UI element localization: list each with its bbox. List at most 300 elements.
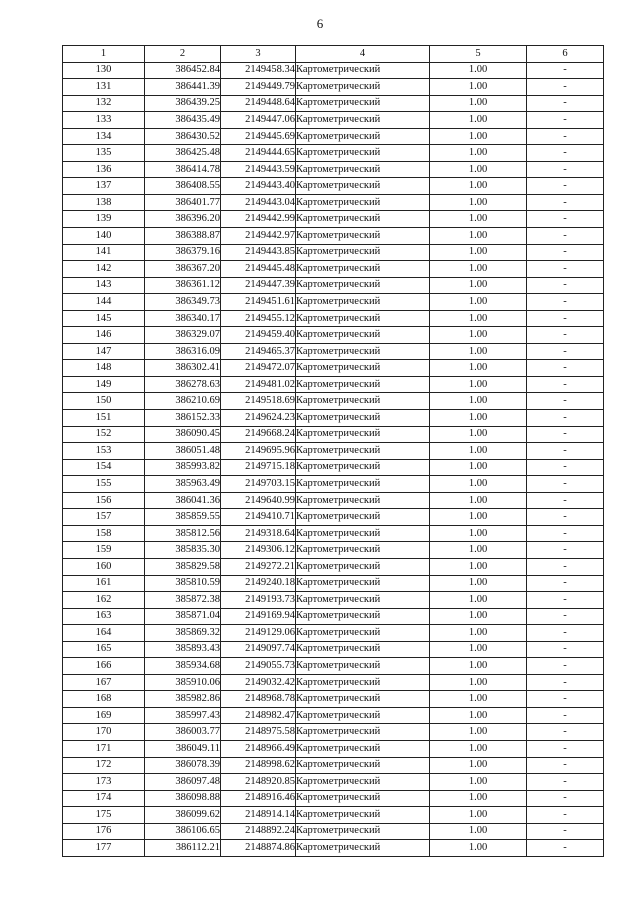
cell-x: 386349.73 xyxy=(145,294,221,311)
cell-point-number: 139 xyxy=(63,211,145,228)
cell-x: 385893.43 xyxy=(145,641,221,658)
cell-x: 386441.39 xyxy=(145,79,221,96)
table-row xyxy=(63,840,604,857)
cell-x: 386106.65 xyxy=(145,823,221,840)
cell-method: Картометрический xyxy=(296,476,430,493)
cell-y: 2149459.40 xyxy=(221,327,296,344)
cell-point-number: 146 xyxy=(63,327,145,344)
cell-method: Картометрический xyxy=(296,558,430,575)
cell-x: 385910.06 xyxy=(145,674,221,691)
cell-note: - xyxy=(527,244,604,261)
cell-note: - xyxy=(527,840,604,857)
cell-accuracy: 1.00 xyxy=(430,525,527,542)
cell-method: Картометрический xyxy=(296,840,430,857)
cell-y: 2149624.23 xyxy=(221,410,296,427)
table-row xyxy=(63,194,604,211)
cell-y: 2148975.58 xyxy=(221,724,296,741)
table-row xyxy=(63,625,604,642)
cell-method: Картометрический xyxy=(296,492,430,509)
cell-note: - xyxy=(527,161,604,178)
cell-point-number: 172 xyxy=(63,757,145,774)
cell-y: 2148966.49 xyxy=(221,740,296,757)
cell-point-number: 166 xyxy=(63,658,145,675)
cell-x: 386340.17 xyxy=(145,310,221,327)
cell-point-number: 144 xyxy=(63,294,145,311)
cell-point-number: 140 xyxy=(63,228,145,245)
cell-accuracy: 1.00 xyxy=(430,376,527,393)
table-row xyxy=(63,492,604,509)
table-row xyxy=(63,228,604,245)
cell-y: 2148916.46 xyxy=(221,790,296,807)
table-row xyxy=(63,79,604,96)
cell-method: Картометрический xyxy=(296,128,430,145)
cell-y: 2149448.64 xyxy=(221,95,296,112)
cell-point-number: 151 xyxy=(63,410,145,427)
cell-accuracy: 1.00 xyxy=(430,740,527,757)
table-row xyxy=(63,443,604,460)
table-row xyxy=(63,525,604,542)
cell-note: - xyxy=(527,376,604,393)
cell-point-number: 174 xyxy=(63,790,145,807)
table-row xyxy=(63,608,604,625)
header-row xyxy=(63,46,604,63)
table-row xyxy=(63,691,604,708)
table-row xyxy=(63,707,604,724)
cell-x: 386430.52 xyxy=(145,128,221,145)
cell-accuracy: 1.00 xyxy=(430,459,527,476)
cell-accuracy: 1.00 xyxy=(430,95,527,112)
cell-note: - xyxy=(527,558,604,575)
cell-y: 2149032.42 xyxy=(221,674,296,691)
cell-y: 2148998.62 xyxy=(221,757,296,774)
cell-note: - xyxy=(527,542,604,559)
cell-y: 2149306.12 xyxy=(221,542,296,559)
cell-y: 2149443.04 xyxy=(221,194,296,211)
cell-x: 386152.33 xyxy=(145,410,221,427)
cell-accuracy: 1.00 xyxy=(430,658,527,675)
cell-point-number: 169 xyxy=(63,707,145,724)
cell-method: Картометрический xyxy=(296,608,430,625)
cell-x: 385871.04 xyxy=(145,608,221,625)
cell-note: - xyxy=(527,641,604,658)
cell-y: 2149458.34 xyxy=(221,62,296,79)
cell-y: 2149444.65 xyxy=(221,145,296,162)
cell-method: Картометрический xyxy=(296,641,430,658)
cell-method: Картометрический xyxy=(296,774,430,791)
table-row xyxy=(63,459,604,476)
cell-point-number: 167 xyxy=(63,674,145,691)
cell-point-number: 177 xyxy=(63,840,145,857)
cell-y: 2149518.69 xyxy=(221,393,296,410)
table-row xyxy=(63,277,604,294)
cell-x: 385934.68 xyxy=(145,658,221,675)
table-row xyxy=(63,393,604,410)
cell-point-number: 136 xyxy=(63,161,145,178)
cell-accuracy: 1.00 xyxy=(430,161,527,178)
table-row xyxy=(63,658,604,675)
cell-method: Картометрический xyxy=(296,443,430,460)
cell-note: - xyxy=(527,112,604,129)
cell-note: - xyxy=(527,774,604,791)
header-cell-accuracy: 5 xyxy=(430,46,527,63)
table-row xyxy=(63,112,604,129)
cell-accuracy: 1.00 xyxy=(430,840,527,857)
cell-note: - xyxy=(527,807,604,824)
table-row xyxy=(63,244,604,261)
cell-x: 386003.77 xyxy=(145,724,221,741)
page-number: 6 xyxy=(316,16,324,31)
cell-accuracy: 1.00 xyxy=(430,112,527,129)
table-row xyxy=(63,261,604,278)
cell-y: 2149455.12 xyxy=(221,310,296,327)
table-row xyxy=(63,178,604,195)
cell-note: - xyxy=(527,724,604,741)
cell-accuracy: 1.00 xyxy=(430,592,527,609)
cell-point-number: 137 xyxy=(63,178,145,195)
cell-point-number: 153 xyxy=(63,443,145,460)
header-cell-y: 3 xyxy=(221,46,296,63)
cell-point-number: 175 xyxy=(63,807,145,824)
cell-point-number: 148 xyxy=(63,360,145,377)
cell-x: 386078.39 xyxy=(145,757,221,774)
cell-point-number: 147 xyxy=(63,343,145,360)
cell-accuracy: 1.00 xyxy=(430,443,527,460)
cell-method: Картометрический xyxy=(296,145,430,162)
cell-note: - xyxy=(527,790,604,807)
table-row xyxy=(63,774,604,791)
cell-x: 385835.30 xyxy=(145,542,221,559)
cell-x: 386278.63 xyxy=(145,376,221,393)
cell-x: 385963.49 xyxy=(145,476,221,493)
cell-y: 2149447.06 xyxy=(221,112,296,129)
cell-method: Картометрический xyxy=(296,625,430,642)
cell-method: Картометрический xyxy=(296,343,430,360)
table-row xyxy=(63,509,604,526)
cell-note: - xyxy=(527,228,604,245)
cell-note: - xyxy=(527,674,604,691)
table-row xyxy=(63,145,604,162)
table-row xyxy=(63,360,604,377)
cell-x: 386401.77 xyxy=(145,194,221,211)
cell-x: 385829.58 xyxy=(145,558,221,575)
cell-method: Картометрический xyxy=(296,658,430,675)
table-row xyxy=(63,740,604,757)
cell-y: 2148968.78 xyxy=(221,691,296,708)
header-cell-note: 6 xyxy=(527,46,604,63)
cell-note: - xyxy=(527,625,604,642)
cell-note: - xyxy=(527,277,604,294)
cell-point-number: 134 xyxy=(63,128,145,145)
cell-y: 2149445.69 xyxy=(221,128,296,145)
cell-point-number: 143 xyxy=(63,277,145,294)
cell-note: - xyxy=(527,145,604,162)
cell-note: - xyxy=(527,360,604,377)
cell-accuracy: 1.00 xyxy=(430,244,527,261)
cell-accuracy: 1.00 xyxy=(430,310,527,327)
cell-x: 385997.43 xyxy=(145,707,221,724)
cell-method: Картометрический xyxy=(296,211,430,228)
cell-note: - xyxy=(527,62,604,79)
cell-y: 2148920.85 xyxy=(221,774,296,791)
cell-method: Картометрический xyxy=(296,79,430,96)
cell-point-number: 154 xyxy=(63,459,145,476)
table-row xyxy=(63,641,604,658)
cell-accuracy: 1.00 xyxy=(430,625,527,642)
cell-point-number: 158 xyxy=(63,525,145,542)
cell-note: - xyxy=(527,509,604,526)
cell-accuracy: 1.00 xyxy=(430,393,527,410)
cell-x: 386396.20 xyxy=(145,211,221,228)
cell-point-number: 171 xyxy=(63,740,145,757)
cell-accuracy: 1.00 xyxy=(430,294,527,311)
cell-accuracy: 1.00 xyxy=(430,360,527,377)
cell-method: Картометрический xyxy=(296,161,430,178)
cell-accuracy: 1.00 xyxy=(430,261,527,278)
cell-y: 2149695.96 xyxy=(221,443,296,460)
cell-x: 386361.12 xyxy=(145,277,221,294)
cell-point-number: 164 xyxy=(63,625,145,642)
cell-accuracy: 1.00 xyxy=(430,674,527,691)
cell-note: - xyxy=(527,575,604,592)
cell-note: - xyxy=(527,79,604,96)
cell-y: 2148982.47 xyxy=(221,707,296,724)
cell-method: Картометрический xyxy=(296,277,430,294)
cell-x: 386051.48 xyxy=(145,443,221,460)
cell-note: - xyxy=(527,128,604,145)
cell-x: 386425.48 xyxy=(145,145,221,162)
cell-x: 385869.32 xyxy=(145,625,221,642)
table-row xyxy=(63,211,604,228)
cell-note: - xyxy=(527,211,604,228)
cell-method: Картометрический xyxy=(296,310,430,327)
cell-note: - xyxy=(527,608,604,625)
cell-accuracy: 1.00 xyxy=(430,492,527,509)
cell-x: 386329.07 xyxy=(145,327,221,344)
table-header xyxy=(63,46,604,63)
cell-accuracy: 1.00 xyxy=(430,476,527,493)
table-row xyxy=(63,558,604,575)
cell-method: Картометрический xyxy=(296,525,430,542)
cell-accuracy: 1.00 xyxy=(430,410,527,427)
table-row xyxy=(63,426,604,443)
cell-method: Картометрический xyxy=(296,376,430,393)
cell-y: 2149443.59 xyxy=(221,161,296,178)
cell-accuracy: 1.00 xyxy=(430,327,527,344)
cell-note: - xyxy=(527,294,604,311)
cell-method: Картометрический xyxy=(296,62,430,79)
cell-y: 2149447.39 xyxy=(221,277,296,294)
cell-y: 2148874.86 xyxy=(221,840,296,857)
cell-note: - xyxy=(527,343,604,360)
cell-accuracy: 1.00 xyxy=(430,691,527,708)
cell-accuracy: 1.00 xyxy=(430,211,527,228)
cell-method: Картометрический xyxy=(296,707,430,724)
cell-point-number: 131 xyxy=(63,79,145,96)
cell-method: Картометрический xyxy=(296,327,430,344)
cell-note: - xyxy=(527,310,604,327)
cell-point-number: 159 xyxy=(63,542,145,559)
cell-y: 2149129.06 xyxy=(221,625,296,642)
cell-point-number: 130 xyxy=(63,62,145,79)
cell-x: 386452.84 xyxy=(145,62,221,79)
cell-y: 2149451.61 xyxy=(221,294,296,311)
cell-method: Картометрический xyxy=(296,294,430,311)
table-row xyxy=(63,294,604,311)
table-row xyxy=(63,343,604,360)
cell-accuracy: 1.00 xyxy=(430,79,527,96)
cell-method: Картометрический xyxy=(296,592,430,609)
cell-point-number: 138 xyxy=(63,194,145,211)
table-row xyxy=(63,674,604,691)
cell-accuracy: 1.00 xyxy=(430,426,527,443)
cell-x: 386097.48 xyxy=(145,774,221,791)
cell-accuracy: 1.00 xyxy=(430,228,527,245)
cell-note: - xyxy=(527,525,604,542)
cell-x: 385993.82 xyxy=(145,459,221,476)
coordinates-table xyxy=(62,45,604,857)
table-row xyxy=(63,790,604,807)
cell-note: - xyxy=(527,178,604,195)
table-row xyxy=(63,161,604,178)
cell-point-number: 170 xyxy=(63,724,145,741)
cell-method: Картометрический xyxy=(296,261,430,278)
cell-y: 2149449.79 xyxy=(221,79,296,96)
table-row xyxy=(63,410,604,427)
cell-x: 386098.88 xyxy=(145,790,221,807)
cell-accuracy: 1.00 xyxy=(430,790,527,807)
cell-note: - xyxy=(527,410,604,427)
cell-method: Картометрический xyxy=(296,228,430,245)
cell-x: 386316.09 xyxy=(145,343,221,360)
cell-note: - xyxy=(527,261,604,278)
cell-x: 386408.55 xyxy=(145,178,221,195)
cell-point-number: 152 xyxy=(63,426,145,443)
table-row xyxy=(63,823,604,840)
cell-accuracy: 1.00 xyxy=(430,823,527,840)
cell-y: 2149472.07 xyxy=(221,360,296,377)
cell-y: 2149410.71 xyxy=(221,509,296,526)
cell-point-number: 165 xyxy=(63,641,145,658)
table-row xyxy=(63,95,604,112)
cell-x: 386439.25 xyxy=(145,95,221,112)
cell-note: - xyxy=(527,592,604,609)
cell-method: Картометрический xyxy=(296,178,430,195)
cell-point-number: 145 xyxy=(63,310,145,327)
cell-point-number: 133 xyxy=(63,112,145,129)
cell-accuracy: 1.00 xyxy=(430,277,527,294)
cell-accuracy: 1.00 xyxy=(430,509,527,526)
cell-note: - xyxy=(527,95,604,112)
cell-accuracy: 1.00 xyxy=(430,145,527,162)
cell-point-number: 141 xyxy=(63,244,145,261)
cell-y: 2149318.64 xyxy=(221,525,296,542)
cell-y: 2149055.73 xyxy=(221,658,296,675)
cell-y: 2149442.97 xyxy=(221,228,296,245)
cell-method: Картометрический xyxy=(296,790,430,807)
cell-y: 2149481.02 xyxy=(221,376,296,393)
cell-point-number: 176 xyxy=(63,823,145,840)
cell-note: - xyxy=(527,823,604,840)
cell-x: 385810.59 xyxy=(145,575,221,592)
cell-x: 386379.16 xyxy=(145,244,221,261)
cell-note: - xyxy=(527,492,604,509)
cell-point-number: 168 xyxy=(63,691,145,708)
table-body xyxy=(63,62,604,856)
cell-point-number: 156 xyxy=(63,492,145,509)
cell-x: 386302.41 xyxy=(145,360,221,377)
cell-note: - xyxy=(527,443,604,460)
cell-method: Картометрический xyxy=(296,410,430,427)
cell-point-number: 142 xyxy=(63,261,145,278)
cell-note: - xyxy=(527,426,604,443)
cell-y: 2149668.24 xyxy=(221,426,296,443)
table-row xyxy=(63,62,604,79)
cell-method: Картометрический xyxy=(296,724,430,741)
cell-accuracy: 1.00 xyxy=(430,558,527,575)
cell-method: Картометрический xyxy=(296,509,430,526)
cell-point-number: 155 xyxy=(63,476,145,493)
cell-method: Картометрический xyxy=(296,112,430,129)
cell-method: Картометрический xyxy=(296,459,430,476)
cell-y: 2149465.37 xyxy=(221,343,296,360)
cell-x: 385859.55 xyxy=(145,509,221,526)
cell-accuracy: 1.00 xyxy=(430,608,527,625)
cell-note: - xyxy=(527,393,604,410)
table-row xyxy=(63,575,604,592)
cell-method: Картометрический xyxy=(296,194,430,211)
table-row xyxy=(63,376,604,393)
cell-accuracy: 1.00 xyxy=(430,194,527,211)
cell-method: Картометрический xyxy=(296,95,430,112)
cell-x: 386435.49 xyxy=(145,112,221,129)
cell-y: 2149272.21 xyxy=(221,558,296,575)
cell-x: 386041.36 xyxy=(145,492,221,509)
cell-x: 386090.45 xyxy=(145,426,221,443)
cell-method: Картометрический xyxy=(296,542,430,559)
cell-accuracy: 1.00 xyxy=(430,128,527,145)
cell-accuracy: 1.00 xyxy=(430,575,527,592)
cell-method: Картометрический xyxy=(296,360,430,377)
cell-note: - xyxy=(527,757,604,774)
cell-method: Картометрический xyxy=(296,823,430,840)
table-row xyxy=(63,327,604,344)
cell-method: Картометрический xyxy=(296,575,430,592)
cell-accuracy: 1.00 xyxy=(430,757,527,774)
cell-method: Картометрический xyxy=(296,740,430,757)
cell-x: 386049.11 xyxy=(145,740,221,757)
cell-point-number: 149 xyxy=(63,376,145,393)
cell-point-number: 150 xyxy=(63,393,145,410)
table-row xyxy=(63,310,604,327)
cell-x: 385812.56 xyxy=(145,525,221,542)
cell-note: - xyxy=(527,327,604,344)
cell-accuracy: 1.00 xyxy=(430,807,527,824)
cell-method: Картометрический xyxy=(296,426,430,443)
cell-note: - xyxy=(527,658,604,675)
cell-point-number: 161 xyxy=(63,575,145,592)
table-row xyxy=(63,476,604,493)
cell-method: Картометрический xyxy=(296,393,430,410)
cell-note: - xyxy=(527,194,604,211)
cell-x: 386388.87 xyxy=(145,228,221,245)
cell-accuracy: 1.00 xyxy=(430,707,527,724)
cell-note: - xyxy=(527,691,604,708)
cell-method: Картометрический xyxy=(296,807,430,824)
cell-y: 2149240.18 xyxy=(221,575,296,592)
table-row xyxy=(63,807,604,824)
cell-point-number: 157 xyxy=(63,509,145,526)
cell-y: 2149640.99 xyxy=(221,492,296,509)
